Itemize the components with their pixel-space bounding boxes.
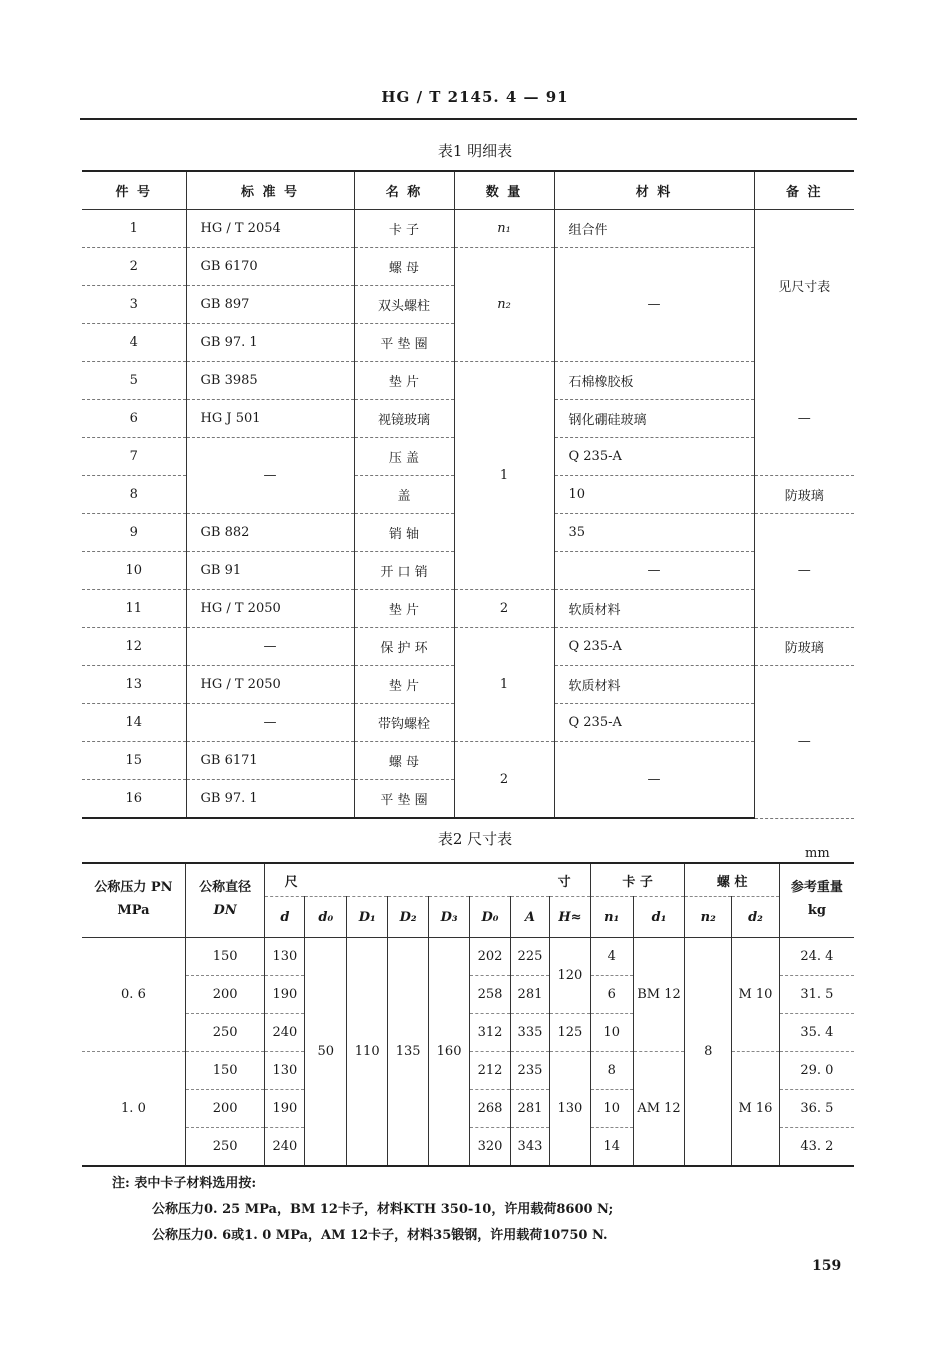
remark: —	[754, 362, 854, 476]
table-row	[82, 590, 854, 628]
header-pressure-unit: MPa	[117, 903, 150, 918]
material: Q 235-A	[554, 704, 754, 742]
nominal-diameter: 250	[185, 1014, 265, 1052]
material: 35	[554, 514, 754, 552]
material: —	[554, 742, 754, 819]
dim-d: 240	[265, 1128, 305, 1167]
part-name: 平 垫 圈	[354, 780, 454, 819]
dim-D0: 312	[470, 1014, 511, 1052]
clamp-n1: 10	[590, 1090, 633, 1128]
remark: 防玻璃	[754, 628, 854, 666]
item-no: 1	[82, 210, 186, 248]
standard-no: GB 97. 1	[186, 780, 354, 819]
nominal-diameter: 250	[185, 1128, 265, 1167]
clamp-n1: 10	[590, 1014, 633, 1052]
col-remark: 备 注	[754, 171, 854, 210]
part-name: 卡 子	[354, 210, 454, 248]
sub-d2: d₂	[732, 897, 780, 938]
header-stud: 螺 柱	[685, 863, 779, 897]
weight: 36. 5	[779, 1090, 854, 1128]
material: 钢化硼硅玻璃	[554, 400, 754, 438]
sub-n1: n₁	[590, 897, 633, 938]
nominal-diameter: 150	[185, 938, 265, 976]
table1-header-row	[82, 171, 854, 210]
sub-n2: n₂	[685, 897, 732, 938]
dim-d: 190	[265, 1090, 305, 1128]
sub-D2: D₂	[388, 897, 429, 938]
material: 软质材料	[554, 666, 754, 704]
header-size-a: 尺	[284, 874, 298, 890]
sub-A: A	[510, 897, 549, 938]
dim-H: 130	[549, 1052, 590, 1167]
sub-H: H≈	[549, 897, 590, 938]
weight: 31. 5	[779, 976, 854, 1014]
dim-D0: 212	[470, 1052, 511, 1090]
material: 软质材料	[554, 590, 754, 628]
part-name: 垫 片	[354, 666, 454, 704]
header-nominal-diameter: 公称直径	[199, 880, 252, 895]
part-name: 保 护 环	[354, 628, 454, 666]
part-name: 平 垫 圈	[354, 324, 454, 362]
dim-D3: 160	[429, 938, 470, 1167]
note-title: 注: 表中卡子材料选用按:	[112, 1176, 257, 1191]
weight: 35. 4	[779, 1014, 854, 1052]
item-no: 9	[82, 514, 186, 552]
remark: 防玻璃	[754, 476, 854, 514]
sub-d1: d₁	[633, 897, 685, 938]
nominal-pressure: 0. 6	[82, 938, 185, 1052]
item-no: 11	[82, 590, 186, 628]
material: Q 235-A	[554, 628, 754, 666]
dim-D1: 110	[347, 938, 388, 1167]
standard-no: —	[186, 704, 354, 742]
page-number: 159	[812, 1258, 842, 1274]
table-row	[82, 938, 854, 976]
standard-no: GB 897	[186, 286, 354, 324]
part-name: 垫 片	[354, 590, 454, 628]
standard-no: —	[186, 628, 354, 666]
table2-caption: 表2 尺寸表	[437, 830, 513, 848]
sub-d0: d₀	[305, 897, 347, 938]
header-weight-unit: kg	[807, 903, 826, 918]
item-no: 15	[82, 742, 186, 780]
header-dn-symbol: DN	[213, 903, 237, 918]
header-nominal-pressure: 公称压力 PN	[94, 880, 173, 895]
table-row	[82, 362, 854, 400]
table-row	[82, 210, 854, 248]
nominal-diameter: 200	[185, 976, 265, 1014]
material: 石棉橡胶板	[554, 362, 754, 400]
quantity: 2	[454, 742, 554, 819]
standard-no: HG / T 2050	[186, 666, 354, 704]
item-no: 4	[82, 324, 186, 362]
part-name: 盖	[354, 476, 454, 514]
item-no: 7	[82, 438, 186, 476]
item-no: 3	[82, 286, 186, 324]
material: Q 235-A	[554, 438, 754, 476]
parts-list-table	[82, 170, 854, 819]
standard-no: HG / T 2054	[186, 210, 354, 248]
clamp-d1: BM 12	[633, 938, 685, 1052]
unit-label: mm	[805, 846, 830, 861]
dim-A: 343	[510, 1128, 549, 1167]
item-no: 10	[82, 552, 186, 590]
stud-n2: 8	[685, 938, 732, 1167]
item-no: 2	[82, 248, 186, 286]
clamp-n1: 14	[590, 1128, 633, 1167]
dim-A: 235	[510, 1052, 549, 1090]
clamp-n1: 4	[590, 938, 633, 976]
stud-d2: M 10	[732, 938, 780, 1052]
dim-d0: 50	[305, 938, 347, 1167]
material: 组合件	[554, 210, 754, 248]
weight: 43. 2	[779, 1128, 854, 1167]
part-name: 开 口 销	[354, 552, 454, 590]
table1-caption: 表1 明细表	[437, 142, 513, 160]
dim-H: 125	[549, 1014, 590, 1052]
clamp-d1: AM 12	[633, 1052, 685, 1167]
remark: —	[754, 514, 854, 628]
standard-no: —	[186, 438, 354, 514]
standard-no: GB 6170	[186, 248, 354, 286]
material: —	[554, 552, 754, 590]
material: —	[554, 248, 754, 362]
item-no: 12	[82, 628, 186, 666]
standard-no: GB 91	[186, 552, 354, 590]
clamp-n1: 8	[590, 1052, 633, 1090]
table-row	[82, 628, 854, 666]
table-row	[82, 248, 854, 286]
dim-A: 281	[510, 976, 549, 1014]
col-quantity: 数 量	[454, 171, 554, 210]
header-size-b: 寸	[557, 874, 571, 890]
standard-no: GB 97. 1	[186, 324, 354, 362]
clamp-n1: 6	[590, 976, 633, 1014]
nominal-diameter: 200	[185, 1090, 265, 1128]
standard-no: GB 882	[186, 514, 354, 552]
sub-d: d	[265, 897, 305, 938]
sub-D3: D₃	[429, 897, 470, 938]
item-no: 8	[82, 476, 186, 514]
remark: 见尺寸表	[778, 280, 831, 296]
item-no: 14	[82, 704, 186, 742]
standard-no: HG J 501	[186, 400, 354, 438]
standard-no: HG / T 2050	[186, 590, 354, 628]
item-no: 5	[82, 362, 186, 400]
dim-D0: 258	[470, 976, 511, 1014]
part-name: 销 轴	[354, 514, 454, 552]
header-rule	[80, 118, 857, 120]
table-row	[82, 742, 854, 780]
nominal-pressure: 1. 0	[82, 1052, 185, 1167]
dim-D2: 135	[388, 938, 429, 1167]
stud-d2: M 16	[732, 1052, 780, 1167]
sub-D1: D₁	[347, 897, 388, 938]
weight: 24. 4	[779, 938, 854, 976]
part-name: 带钩螺栓	[354, 704, 454, 742]
col-item-no: 件 号	[82, 171, 186, 210]
standard-no: GB 3985	[186, 362, 354, 400]
col-standard-no: 标 准 号	[186, 171, 354, 210]
part-name: 垫 片	[354, 362, 454, 400]
material: 10	[554, 476, 754, 514]
quantity: n₁	[454, 210, 554, 248]
dim-d: 130	[265, 1052, 305, 1090]
quantity: 1	[454, 362, 554, 590]
dim-d: 190	[265, 976, 305, 1014]
dim-d: 240	[265, 1014, 305, 1052]
header-clamp: 卡 子	[590, 863, 685, 897]
dim-D0: 268	[470, 1090, 511, 1128]
remark: —	[754, 666, 854, 819]
part-name: 螺 母	[354, 742, 454, 780]
weight: 29. 0	[779, 1052, 854, 1090]
dim-A: 225	[510, 938, 549, 976]
dim-A: 335	[510, 1014, 549, 1052]
quantity: 2	[454, 590, 554, 628]
col-name: 名 称	[354, 171, 454, 210]
dim-D0: 202	[470, 938, 511, 976]
note-line-2: 公称压力0. 6或1. 0 MPa，AM 12卡子，材料35锻钢，许用载荷10750 N.	[152, 1228, 608, 1243]
standard-no: GB 6171	[186, 742, 354, 780]
dim-D0: 320	[470, 1128, 511, 1167]
dimension-table	[82, 862, 854, 1167]
dim-d: 130	[265, 938, 305, 976]
item-no: 13	[82, 666, 186, 704]
col-material: 材 料	[554, 171, 754, 210]
dim-A: 281	[510, 1090, 549, 1128]
quantity: n₂	[454, 248, 554, 362]
part-name: 视镜玻璃	[354, 400, 454, 438]
quantity: 1	[454, 628, 554, 742]
dim-H: 120	[549, 938, 590, 1014]
item-no: 6	[82, 400, 186, 438]
document-header: HG / T 2145. 4 — 91	[381, 88, 569, 106]
nominal-diameter: 150	[185, 1052, 265, 1090]
item-no: 16	[82, 780, 186, 819]
note-line-1: 公称压力0. 25 MPa，BM 12卡子，材料KTH 350-10，许用载荷8600 N;	[152, 1202, 614, 1217]
table2-header-row	[82, 863, 854, 897]
part-name: 螺 母	[354, 248, 454, 286]
header-weight: 参考重量	[790, 880, 843, 895]
part-name: 双头螺柱	[354, 286, 454, 324]
part-name: 压 盖	[354, 438, 454, 476]
sub-D0: D₀	[470, 897, 511, 938]
